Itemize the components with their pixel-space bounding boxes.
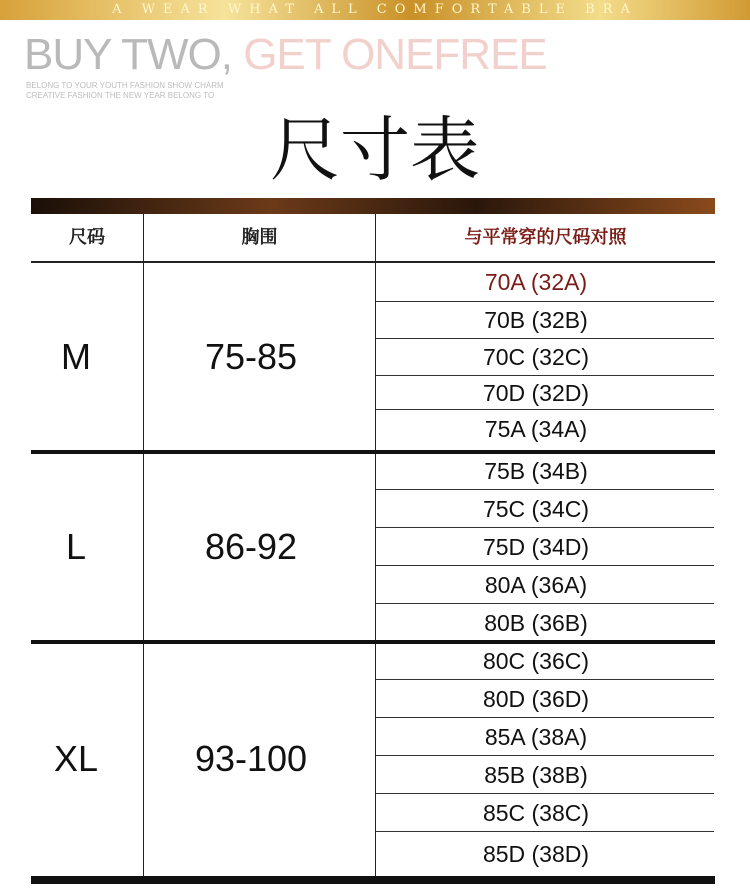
promo-part-1: BUY TWO, [24, 30, 232, 79]
promo-part-3: FREE [433, 30, 547, 79]
table-row: 80A (36A) [484, 572, 588, 598]
tagline: A WEAR WHAT ALL COMFORTABLE BRA [112, 2, 638, 17]
promo-subline-1: BELONG TO YOUR YOUTH FASHION SHOW CHARM [26, 81, 224, 90]
table-row: 85A (38A) [484, 724, 588, 750]
table-row: 85B (38B) [484, 762, 588, 788]
table-row: 80C (36C) [482, 648, 590, 674]
table-row: 80D (36D) [482, 686, 590, 712]
header-size: 尺码 [69, 227, 105, 248]
promo-subline-2: CREATIVE FASHION THE NEW YEAR BELONG TO [26, 91, 215, 100]
table-row: 75A (34A) [484, 416, 588, 442]
table-top-bar [31, 198, 715, 214]
table-row: 80B (36B) [484, 610, 588, 636]
promo-headline [24, 30, 547, 80]
size-value: XL [53, 738, 99, 779]
promo-part-2: GET ONE [231, 30, 434, 79]
header-bust: 胸围 [241, 227, 278, 248]
table-row: 85D (38D) [482, 841, 590, 867]
table-row: 75C (34C) [482, 496, 590, 522]
table-row: 70D (32D) [482, 380, 590, 406]
table-row: 70A (32A) [484, 269, 588, 295]
header-comparison: 与平常穿的尺码对照 [464, 227, 627, 248]
table-row: 75D (34D) [482, 534, 590, 560]
table-row: 75B (34B) [484, 458, 588, 484]
table-row: 85C (38C) [482, 800, 590, 826]
table-row: 70C (32C) [482, 344, 590, 370]
size-value: L [65, 526, 87, 567]
bust-value: 93-100 [194, 738, 308, 779]
group-divider [31, 876, 715, 884]
table-row: 70B (32B) [484, 307, 588, 333]
page-title: 尺寸表 [270, 109, 480, 191]
bust-value: 75-85 [204, 336, 298, 377]
bust-value: 86-92 [204, 526, 298, 567]
size-value: M [61, 336, 91, 377]
